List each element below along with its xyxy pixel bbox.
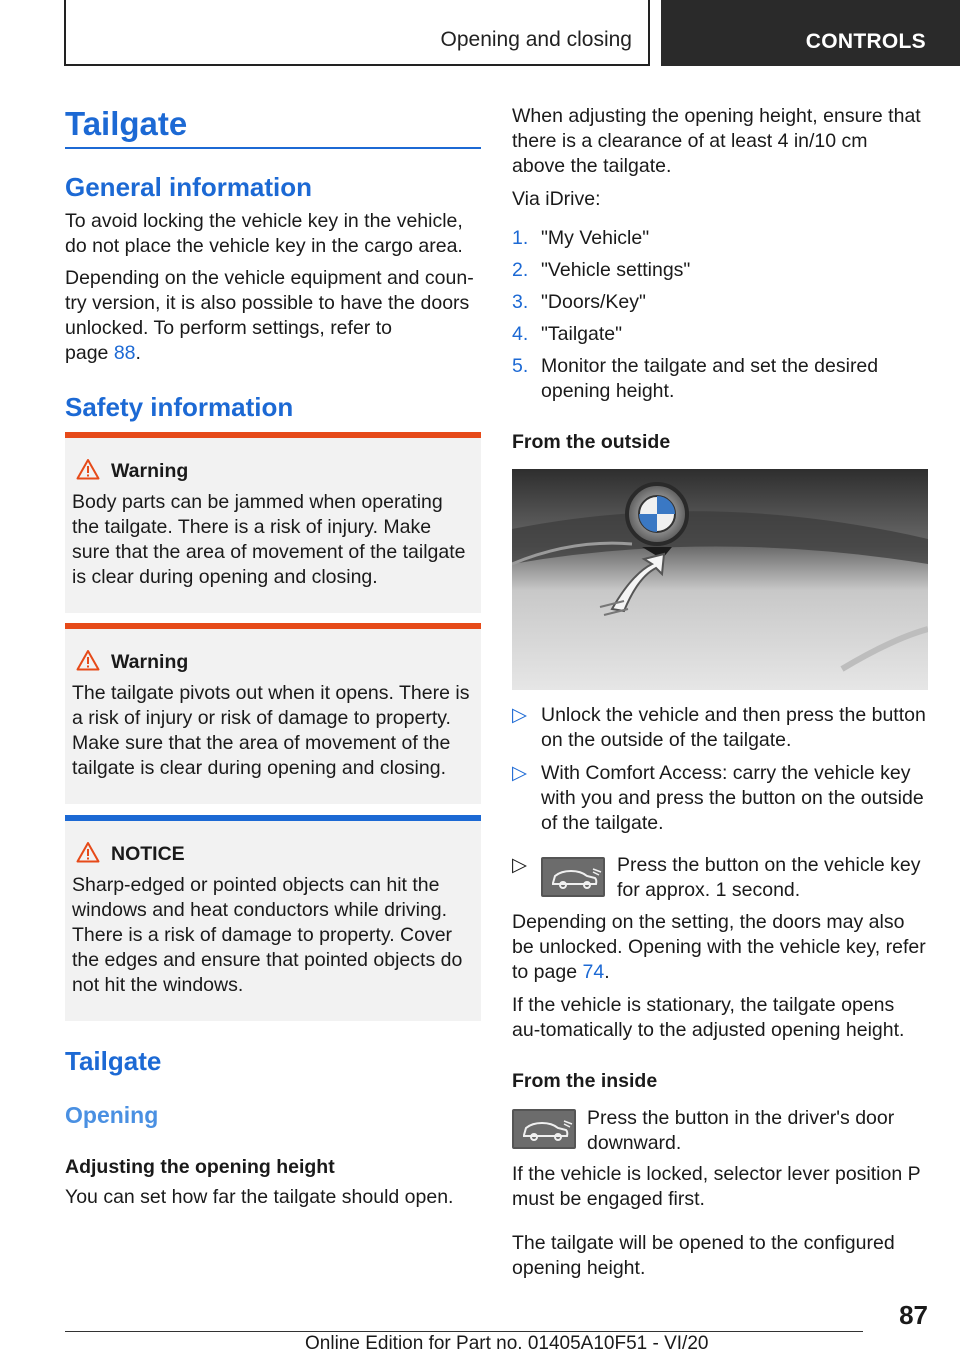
chapter-title: CONTROLS [805, 30, 926, 53]
inside-text: Press the button in the driver's door downward. [587, 1107, 895, 1154]
notice-triangle-icon [76, 841, 100, 863]
section-tab [64, 0, 650, 66]
inside-heading: From the inside [512, 1070, 658, 1092]
warning-box-2 [65, 623, 481, 804]
via-idrive-text: Via iDrive: [512, 188, 601, 210]
section-title: Opening and closing [440, 28, 632, 51]
notice-title: NOTICE [111, 843, 185, 865]
stationary-text: If the vehicle is stationary, the tailgate opens au-tomatically to the adjusted opening height. [512, 994, 905, 1041]
tailgate-button-photo [512, 469, 928, 690]
step-item: 5. Monitor the tailgate and set the desired opening height. [512, 355, 879, 402]
car-tailgate-key-icon [541, 857, 605, 897]
chapter-tab [661, 0, 960, 66]
edition-footer: Online Edition for Part no. 01405A10F51 - VI/20 [305, 1333, 709, 1354]
outside-bullets [512, 703, 930, 844]
clearance-text: When adjusting the opening height, ensure that there is a clearance of at least 4 in/10 cm above the tailgate. [512, 105, 921, 177]
step-item: 4. "Tailgate" [512, 323, 623, 345]
warning-triangle-icon [76, 458, 100, 480]
notice-box [65, 815, 481, 1021]
safety-info-heading: Safety information [65, 392, 294, 422]
page-header [0, 0, 960, 66]
final-text: The tailgate will be opened to the configured opening height. [512, 1232, 895, 1279]
step-item: 3. "Doors/Key" [512, 291, 646, 313]
warning-triangle-icon [76, 649, 100, 671]
opening-heading: Opening [65, 1102, 159, 1128]
bullet-item: ▷ With Comfort Access: carry the vehicle key with you and press the button on the outside of the tailgate. [512, 762, 924, 834]
general-info-heading: General information [65, 172, 313, 202]
tailgate-heading: Tailgate [65, 1046, 162, 1076]
warning-1-title: Warning [111, 460, 189, 482]
title-rule [65, 147, 481, 149]
warning-2-text: The tailgate pivots out when it opens. There is a risk of injury or risk of damage to property. Make sure that the area of movement of the tailgate is clear during opening and closing. [72, 682, 470, 779]
footer-rule [65, 1331, 863, 1332]
bullet-marker: ▷ [512, 854, 527, 876]
locked-text: If the vehicle is locked, selector lever position P must be engaged first. [512, 1163, 921, 1210]
car-tailgate-door-button-icon [512, 1109, 576, 1149]
idrive-steps [512, 226, 930, 411]
general-info-text-2: Depending on the vehicle equipment and coun- try version, it is also possible to have the doors unlocked. To perform settings, refer to page 88. [65, 267, 474, 364]
page-link-88[interactable]: 88 [113, 342, 136, 364]
depending-text: Depending on the setting, the doors may also be unlocked. Opening with the vehicle key, refer to page 74. [512, 911, 926, 983]
warning-box-1 [65, 432, 481, 613]
page-number: 87 [899, 1300, 928, 1330]
adjust-height-heading: Adjusting the opening height [65, 1156, 335, 1178]
warning-2-title: Warning [111, 651, 189, 673]
key-button-text: Press the button on the vehicle key for approx. 1 second. [617, 854, 921, 901]
notice-text: Sharp-edged or pointed objects can hit the windows and heat conductors while driving. There is a risk of damage to property. Cover the edges and ensure that pointed objects do not hit the windows. [72, 874, 463, 996]
page-title: Tailgate [65, 105, 188, 142]
step-item: 1. "My Vehicle" [512, 227, 650, 249]
adjust-height-text: You can set how far the tailgate should open. [65, 1186, 454, 1208]
bullet-item: ▷ Unlock the vehicle and then press the button on the outside of the tailgate. [512, 704, 926, 751]
step-item: 2. "Vehicle settings" [512, 259, 691, 281]
general-info-text-1: To avoid locking the vehicle key in the vehicle, do not place the vehicle key in the cargo area. [65, 210, 463, 257]
warning-1-text: Body parts can be jammed when operating the tailgate. There is a risk of injury. Make sure that the area of movement of the tailgate is clear during opening and closing. [72, 491, 466, 588]
page-link-74[interactable]: 74 [582, 961, 605, 983]
outside-heading: From the outside [512, 431, 671, 453]
